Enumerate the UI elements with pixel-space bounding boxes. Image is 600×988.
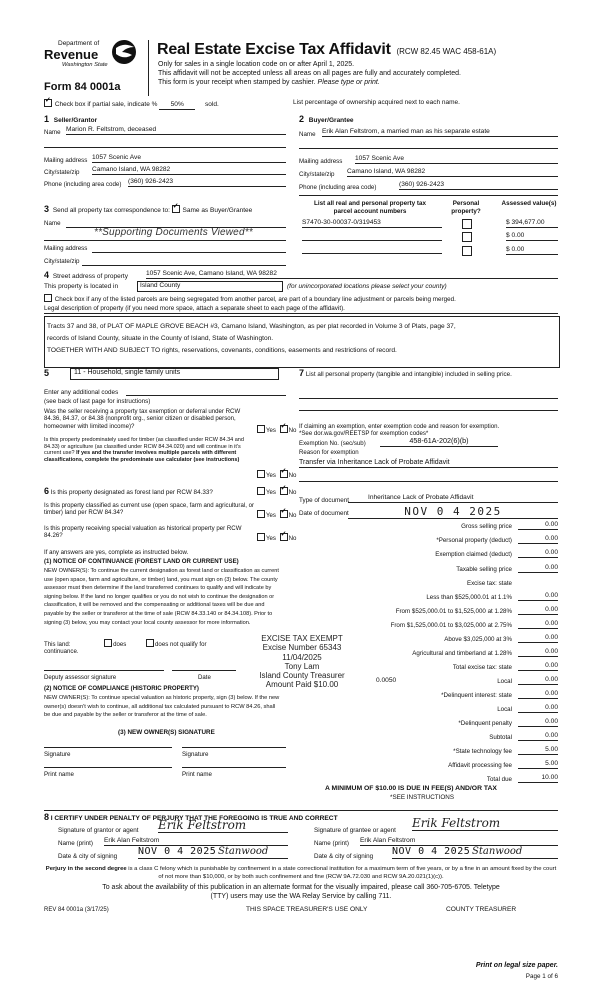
personal-col-header: Personal property? (451, 200, 481, 215)
tax-value-delinq-state[interactable]: 0.00 (518, 690, 558, 699)
parcel-number-1[interactable]: S7470-30-00037-0/319453 (302, 219, 442, 228)
assessor-sig-label: Deputy assessor signature (44, 674, 117, 681)
this-land-row: This land: does does not qualify for (44, 641, 207, 648)
buyer-name-line-2 (299, 148, 558, 149)
legal-desc-label: Legal description of property (if you need more space, attach a separate sheet to each page of the affidavit). (44, 305, 558, 314)
partial-sale-checkbox[interactable] (44, 99, 52, 107)
treasurer-use-only: THIS SPACE TREASURER'S USE ONLY (246, 906, 368, 913)
s3-mail-line (92, 252, 286, 253)
tax-value-delinq-local[interactable]: 0.00 (518, 704, 558, 713)
s5-q2-no-checkbox[interactable] (280, 470, 288, 478)
partial-percent[interactable]: 50% (159, 101, 195, 110)
minimum-due-note: A MINIMUM OF $10.00 IS DUE IN FEE(S) AND/OR TAX (325, 785, 497, 792)
seller-city-field[interactable]: Camano Island, WA 98282 (92, 166, 286, 175)
s3-city-line (82, 265, 286, 266)
new-owner-print-line-2[interactable] (182, 767, 286, 768)
does-not-qualify-checkbox[interactable] (146, 639, 154, 647)
new-owner-print-line-1[interactable] (44, 767, 172, 768)
s6-question-3: Is this property receiving special valuation as historical property per RCW 84.26? (44, 525, 242, 540)
tax-value-tier1[interactable]: 0.00 (518, 592, 558, 601)
grantee-date-label: Date & city of signing (314, 853, 374, 860)
tax-label-total-state: Total excise tax: state (452, 664, 512, 671)
personal-prop-line-2[interactable] (299, 410, 558, 411)
s6-q2-no-checkbox[interactable] (280, 510, 288, 518)
parcel-number-3[interactable] (302, 253, 442, 254)
tax-label-delinq-local: Local (497, 706, 512, 713)
buyer-phone-label: Phone (including area code) (299, 184, 377, 191)
exemption-no-field[interactable]: 458-61A-202(6)(b) (380, 437, 498, 447)
tax-value-gross[interactable]: 0.00 (518, 521, 558, 530)
buyer-phone-field[interactable]: (360) 926-2423 (399, 181, 558, 190)
historic-body: NEW OWNER(S): To continue special valuation as historic property, sign (3) below. If the new owner(s) doesn't wish to continue, all additional tax calculated pursuant to RCW 84.26, shall be due and payable by the seller or transferor at the time of sale. (44, 695, 280, 719)
tax-label-excise-state: Excise tax: state (466, 580, 512, 587)
dor-emblem-icon (110, 38, 140, 66)
tax-value-processing-fee[interactable]: 5.00 (518, 760, 558, 769)
buyer-name-label: Name (299, 131, 316, 138)
supporting-docs-stamp: **Supporting Documents Viewed** (94, 227, 253, 238)
stamp-line-5: Island County Treasurer (259, 671, 345, 681)
new-owner-print-label-2: Print name (182, 771, 212, 778)
header-divider (148, 40, 149, 96)
buyer-city-field[interactable]: Camano Island, WA 98282 (347, 168, 558, 177)
grantor-signature[interactable]: Erik Feltstrom (158, 818, 288, 833)
grantee-signature[interactable]: Erik Feltstrom (412, 816, 558, 831)
assessor-date-label: Date (198, 674, 211, 681)
assessed-col-header: Assessed value(s) (501, 200, 557, 207)
buyer-mail-label: Mailing address (299, 158, 343, 165)
continuance-label: continuance. (44, 648, 79, 655)
legal-line-3: TOGETHER WITH AND SUBJECT TO rights, reservations, covenants, conditions, easements and restrictions of record. (47, 347, 397, 354)
tax-value-tier4[interactable]: 0.00 (518, 634, 558, 643)
perjury-notice: Perjury in the second degree is a class C felony which is punishable by confinement in a state correctional institution for a maximum term of five years, or by a fine in an amount fixed by the court of not more than $10,000, or by both such confinement and fine (RCW 9A.72.030 and RCW 9A.20.021(1)(c)). (45, 866, 557, 880)
tax-value-tier3[interactable]: 0.00 (518, 620, 558, 629)
land-use-code-select[interactable]: 11 - Household, single family units (70, 368, 279, 380)
assessed-value-3[interactable]: $ 0.00 (506, 246, 558, 255)
dept-line1: Department of (58, 40, 100, 47)
buyer-mail-field[interactable]: 1057 Scenic Ave (355, 155, 558, 164)
tax-label-tier4: Above $3,025,000 at 3% (444, 636, 512, 643)
grantor-name-field[interactable]: Erik Alan Feltstrom (104, 837, 288, 846)
s6-instructions: If any answers are yes, complete as instructed below. (44, 549, 189, 556)
stamp-line-4: Tony Lam (284, 661, 320, 671)
tax-label-total-due: Total due (486, 776, 512, 783)
property-address-field[interactable]: 1057 Scenic Ave, Camano Island, WA 98282 (146, 270, 558, 279)
s6-q3-answers: Yes ✓ No (257, 533, 296, 542)
assessor-sig-line[interactable] (44, 670, 164, 671)
assessed-value-1[interactable]: $ 394,677.00 (506, 219, 558, 228)
local-rate: 0.0050 (376, 677, 397, 684)
see-instructions-note: *SEE INSTRUCTIONS (390, 794, 455, 801)
grantor-date: NOV 0 4 2025 (138, 846, 217, 857)
grantor-date-label: Date & city of signing (58, 853, 118, 860)
s5-q2-yes-checkbox[interactable] (257, 470, 265, 478)
s5-q2-answers: Yes ✓ No (257, 470, 296, 479)
s5-question-2: Is this property predominately used for timber (as classified under RCW 84.34 and 84.33) or agriculture (as classified under RCW 84.34.020) and will continue in it's current use? If yes and the transfer involves multiple parcels with different classifications, complete the predominate use calculator (see instructions) (44, 437, 244, 463)
section-2-bottom-rule (299, 195, 558, 196)
tax-label-tier1: Less than $525,000.01 at 1.1% (426, 594, 512, 601)
new-owner-sig-label-2: Signature (182, 751, 209, 758)
form-title: Real Estate Excise Tax Affidavit (157, 41, 391, 58)
tax-label-processing-fee: Affidavit processing fee (448, 762, 512, 769)
alt-format-notice-2: (TTY) users may use the WA Relay Service by calling 711. (210, 893, 392, 900)
seller-name-field[interactable]: Marion R. Feltstrom, deceased (66, 126, 286, 135)
doc-type-field[interactable]: Inheritance Lack of Probate Affidavit (348, 494, 558, 503)
reason-line-2[interactable] (299, 481, 558, 482)
doc-date-field[interactable]: NOV 0 4 2025 (348, 505, 558, 519)
county-label: This property is located in (44, 283, 119, 290)
s6-q1-yes-checkbox[interactable] (257, 487, 265, 495)
ownership-note: List percentage of ownership acquired next to each name. (293, 99, 460, 106)
header-notice-1: Only for sales in a single location code on or after April 1, 2025. (158, 61, 355, 68)
seller-phone-field[interactable]: (360) 926-2423 (128, 178, 286, 187)
grantee-name-field[interactable]: Erik Alan Feltstrom (360, 837, 558, 846)
section-3-heading: 3 Send all property tax correspondence to: ✓ Same as Buyer/Grantee (44, 204, 252, 215)
doc-type-label: Type of document (299, 497, 350, 504)
historic-title: (2) NOTICE OF COMPLIANCE (HISTORIC PROPERTY) (44, 685, 199, 692)
stamp-line-6: Amount Paid $10.00 (265, 680, 339, 690)
seller-mail-field[interactable]: 1057 Scenic Ave (92, 154, 286, 163)
segregation-checkbox[interactable] (44, 294, 52, 302)
parcel-number-2[interactable] (302, 240, 442, 241)
tax-value-local[interactable]: 0.00 (518, 676, 558, 685)
personal-prop-line-1[interactable] (299, 398, 558, 399)
assessor-date-line[interactable] (172, 670, 236, 671)
header-notice-3: This form is your receipt when stamped by cashier. Please type or print. (158, 79, 380, 86)
tax-label-gross: Gross selling price (461, 523, 512, 530)
see-list-note: (see back of last page for instructions) (44, 398, 151, 405)
additional-codes-label: Enter any additional codes (44, 389, 119, 396)
legal-line-1: Tracts 37 and 38, of PLAT OF MAPLE GROVE BEACH #3, Camano Island, Washington, as per plat recorded in Volume 3 of Plats, page 37, (47, 323, 456, 330)
stamp-line-1: EXCISE TAX EXEMPT (261, 634, 343, 643)
section-1-heading: 1 Seller/Grantor (44, 114, 98, 124)
s3-mail-label: Mailing address (44, 245, 88, 252)
tax-label-subtotal: Subtotal (489, 734, 512, 741)
continuance-body: NEW OWNER(S): To continue the current designation as forest land or classification as current use (open space, farm and agriculture, or timber) land, you must sign on (3) below. The county assessor must then determine if the land transferred continues to qualify and will indicate by signing below. If the land no longer qualifies or you do not wish to continue the designation or classification, it will be removed and the compensating or additional taxes will be due and payable by the seller or transferor at the time of sale (RCW 84.33.140 or 84.34.108). Prior to signing (3) below, you may contact your local county assessor for more information. (44, 568, 279, 626)
reason-field[interactable]: Transfer via Inheritance Lack of Probate Affidavit (299, 459, 558, 468)
s5-q1-no-checkbox[interactable] (280, 425, 288, 433)
tax-value-tier2[interactable]: 0.00 (518, 606, 558, 615)
excise-exempt-stamp (242, 634, 362, 690)
page-number: Page 1 of 6 (525, 973, 558, 980)
assessed-value-2[interactable]: $ 0.00 (506, 232, 558, 241)
s6-q2-answers: Yes ✓ No (257, 510, 296, 519)
s6-q3-yes-checkbox[interactable] (257, 533, 265, 541)
tax-value-total-due[interactable]: 10.00 (518, 774, 558, 783)
grantee-city: Stanwood (471, 846, 523, 857)
tax-value-tech-fee[interactable]: 5.00 (518, 746, 558, 755)
tax-value-taxable[interactable]: 0.00 (518, 564, 558, 573)
seller-mail-label: Mailing address (44, 157, 88, 164)
new-owner-sig-line-1[interactable] (44, 747, 172, 748)
new-owner-sig-title: (3) NEW OWNER(S) SIGNATURE (118, 729, 215, 736)
section-5-number: 5 (44, 368, 50, 378)
grantor-city: Stanwood (217, 846, 269, 857)
stamp-line-3: 11/04/2025 (282, 652, 322, 662)
seller-city-label: City/state/zip (44, 169, 80, 176)
tax-value-agri[interactable]: 0.00 (518, 648, 558, 657)
rev-number: REV 84 0001a (3/17/25) (44, 907, 109, 913)
doc-date-label: Date of document (299, 510, 349, 517)
grantor-name-label: Name (print) (58, 840, 93, 847)
reason-label: Reason for exemption (299, 449, 359, 456)
seller-name-line-2 (44, 147, 286, 148)
personal-checkbox-3[interactable] (462, 246, 472, 256)
continuance-title: (1) NOTICE OF CONTINUANCE (FOREST LAND OR CURRENT USE) (44, 558, 239, 565)
s6-q3-no-checkbox[interactable] (280, 533, 288, 541)
s6-question-2: Is this property classified as current use (open space, farm and agricultural, or timber) land per RCW 84.34? (44, 502, 254, 517)
buyer-city-label: City/state/zip (299, 171, 335, 178)
legal-description-box[interactable] (44, 316, 560, 368)
dor-logo (44, 40, 144, 76)
partial-sale-row: ✓ Check box if partial sale, indicate % 50% sold. (44, 99, 219, 110)
tax-label-exemption: Exemption claimed (deduct) (435, 551, 512, 558)
s3-name-line-2 (44, 240, 286, 241)
legal-line-2: records of Island County, situate in the County of Island, State of Washington. (47, 335, 274, 342)
exemption-no-label: Exemption No. (sec/sub) (299, 440, 366, 447)
new-owner-sig-label-1: Signature (44, 751, 71, 758)
grantee-name-label: Name (print) (314, 840, 349, 847)
grantee-date-city-field[interactable] (392, 846, 558, 859)
county-note: (for unincorporated locations please select your county) (287, 283, 447, 290)
state-line: Washington State (62, 62, 108, 68)
parcel-col-header: List all real and personal property tax parcel account numbers (314, 200, 426, 215)
s6-q1-no-checkbox[interactable] (280, 487, 288, 495)
personal-checkbox-2[interactable] (462, 232, 472, 242)
section-8-heading: 8 I CERTIFY UNDER PENALTY OF PERJURY THAT THE FOREGOING IS TRUE AND CORRECT (44, 812, 338, 822)
personal-checkbox-1[interactable] (462, 219, 472, 229)
stamp-line-2: Excise Number 65343 (262, 643, 342, 653)
grantor-sig-label: Signature of grantor or agent (58, 827, 139, 834)
new-owner-sig-line-2[interactable] (182, 747, 286, 748)
additional-codes-line[interactable] (126, 395, 286, 396)
alt-format-notice-1: To ask about the availability of this publication in an alternate format for the visually impaired, please call 360-705-6705. Teletype (102, 884, 500, 891)
seller-name-label: Name (44, 129, 61, 136)
does-qualify-checkbox[interactable] (104, 639, 112, 647)
section-7-heading: 7 List all personal property (tangible and intangible) included in selling price. (299, 368, 512, 378)
seller-phone-label: Phone (including area code) (44, 181, 122, 188)
form-number: Form 84 0001a (44, 81, 121, 93)
tax-value-exemption[interactable]: 0.00 (518, 549, 558, 558)
s3-city-label: City/state/zip (44, 258, 80, 265)
dept-line2: Revenue (44, 47, 99, 62)
tax-value-personal[interactable]: 0.00 (518, 535, 558, 544)
print-legal-note: Print on legal size paper. (475, 962, 558, 969)
grantor-date-city-field[interactable] (138, 846, 288, 859)
s6-question-1: 6 Is this property designated as forest land per RCW 84.33? (44, 486, 213, 496)
tax-label-taxable: Taxable selling price (456, 566, 512, 573)
tax-label-tier3: From $1,525,000.01 to $3,025,000 at 2.75% (390, 622, 512, 629)
s5-q1-yes-checkbox[interactable] (257, 425, 265, 433)
tax-label-delinq-state: *Delinquent interest: state (441, 692, 512, 699)
section-2-heading: 2 Buyer/Grantee (299, 114, 354, 124)
grantee-sig-label: Signature of grantee or agent (314, 827, 396, 834)
tax-label-local: Local (497, 678, 512, 685)
segregation-row: Check box if any of the listed parcels are being segregated from another parcel, are part of a boundary line adjustment or parcels being merged. (44, 294, 456, 304)
tax-value-penalty[interactable]: 0.00 (518, 718, 558, 727)
s6-q1-answers: Yes ✓ No (257, 487, 296, 496)
buyer-name-field[interactable]: Erik Alan Feltstrom, a married man as his separate estate (322, 128, 558, 137)
s5-question-1: Was the seller receiving a property tax exemption or deferral under RCW 84.36, 84.37, or 84.38 (nonprofit org., senior citizen or disabled person, homeowner with limited income)? (44, 408, 241, 430)
tax-value-total-state[interactable]: 0.00 (518, 662, 558, 671)
exemption-note: If claiming an exemption, enter exemption code and reason for exemption. *See dor.wa.gov/REETSP for exemption codes* (299, 423, 500, 438)
same-as-buyer-checkbox[interactable] (172, 205, 180, 213)
rcw-ref: (RCW 82.45 WAC 458-61A) (396, 47, 497, 56)
form-title-row (157, 40, 496, 59)
header-notice-2: This affidavit will not be accepted unless all areas on all pages are fully and accurately completed. (158, 70, 461, 77)
grantee-date: NOV 0 4 2025 (392, 846, 471, 857)
s5-q1-answers: Yes ✓ No (257, 425, 296, 434)
s6-q2-yes-checkbox[interactable] (257, 510, 265, 518)
section-4-heading: 4 Street address of property (44, 270, 128, 280)
tax-label-agri: Agricultural and timberland at 1.28% (412, 650, 512, 657)
tax-label-tech-fee: *State technology fee (453, 748, 512, 755)
county-select[interactable]: Island County (137, 281, 283, 292)
county-treasurer-label: COUNTY TREASURER (446, 906, 517, 913)
type-or-print: Please type or print. (317, 79, 380, 86)
tax-value-subtotal[interactable]: 0.00 (518, 732, 558, 741)
s3-name-label: Name (44, 220, 61, 227)
tax-label-personal: *Personal property (deduct) (436, 537, 512, 544)
new-owner-print-label-1: Print name (44, 771, 74, 778)
section-8-top-rule (44, 810, 558, 811)
tax-label-penalty: *Delinquent penalty (458, 720, 512, 727)
tax-label-tier2: From $525,000.01 to $1,525,000 at 1.28% (395, 608, 512, 615)
